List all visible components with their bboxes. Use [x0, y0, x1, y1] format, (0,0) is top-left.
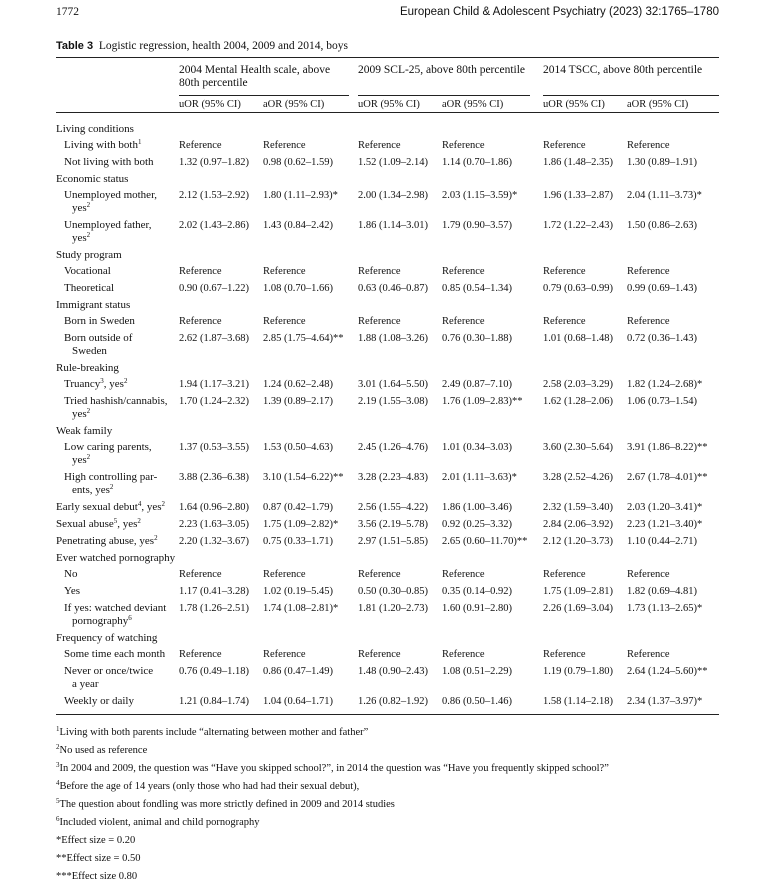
table-cell: 1.26 (0.82–1.92) — [358, 696, 428, 707]
table-cell: 1.81 (1.20–2.73) — [358, 603, 428, 614]
section-label: Ever watched pornography — [56, 552, 176, 564]
table-cell: 3.10 (1.54–6.22)** — [263, 472, 344, 483]
table-cell: 0.50 (0.30–0.85) — [358, 586, 428, 597]
row-label — [64, 332, 132, 345]
table-cell: 2.04 (1.11–3.73)* — [627, 190, 702, 201]
row-label-suffix: , yes — [103, 378, 124, 390]
row-label — [64, 282, 114, 295]
row-label — [64, 139, 141, 152]
table-cell: Reference — [442, 140, 485, 151]
table-cell: Reference — [627, 266, 670, 277]
table-cell: 2.49 (0.87–7.10) — [442, 379, 512, 390]
table-cell: 1.30 (0.89–1.91) — [627, 157, 697, 168]
column-group-subtitle: 80th percentile — [179, 77, 248, 89]
column-subheader: aOR (95% CI) — [442, 99, 504, 110]
footnote-text: In 2004 and 2009, the question was “Have you skipped school?”, in 2014 the question was “Have you frequently skipped school?” — [59, 763, 609, 774]
table-cell: 1.48 (0.90–2.43) — [358, 666, 428, 677]
footnote — [56, 726, 368, 739]
row-label — [64, 665, 153, 678]
row-label-text: If yes: watched deviant — [64, 602, 167, 614]
row-label-text: Living with both — [64, 139, 138, 151]
row-label — [64, 695, 134, 708]
table-cell: Reference — [263, 649, 306, 660]
table-cell: 1.82 (1.24–2.68)* — [627, 379, 703, 390]
journal-citation: European Child & Adolescent Psychiatry (2023) 32:1765–1780 — [399, 6, 719, 18]
footnote-marker: 2 — [161, 500, 166, 508]
row-label — [56, 501, 165, 514]
table-cell: 2.12 (1.20–3.73) — [543, 536, 613, 547]
table-cell: 1.94 (1.17–3.21) — [179, 379, 249, 390]
table-cell: 1.24 (0.62–2.48) — [263, 379, 333, 390]
table-cell: Reference — [442, 649, 485, 660]
row-label — [64, 441, 152, 454]
row-label-continuation — [72, 408, 90, 421]
column-group-header — [358, 64, 525, 77]
table-cell: 1.01 (0.34–3.03) — [442, 442, 512, 453]
row-label — [64, 568, 77, 581]
table-cell: Reference — [358, 569, 401, 580]
table-cell: 1.72 (1.22–2.43) — [543, 220, 613, 231]
table-cell: Reference — [358, 316, 401, 327]
row-label-suffix: , yes — [141, 501, 162, 513]
row-label-text: Unemployed father, — [64, 219, 152, 231]
row-label-text: Low caring parents, — [64, 441, 152, 453]
footnote-marker: 2 — [86, 453, 91, 461]
table-cell: Reference — [442, 266, 485, 277]
table-cell: 0.76 (0.49–1.18) — [179, 666, 249, 677]
table-cell: 2.64 (1.24–5.60)** — [627, 666, 708, 677]
table-cell: 2.26 (1.69–3.04) — [543, 603, 613, 614]
row-label-text: a year — [72, 678, 99, 690]
row-label-text: pornography — [72, 615, 129, 627]
table-cell: 2.97 (1.51–5.85) — [358, 536, 428, 547]
row-label-text: Tried hashish/cannabis, — [64, 395, 168, 407]
row-label — [64, 585, 80, 598]
table-cell: 2.58 (2.03–3.29) — [543, 379, 613, 390]
row-label-text: Sweden — [72, 345, 107, 357]
table-cell: 1.52 (1.09–2.14) — [358, 157, 428, 168]
table-cell: 2.03 (1.20–3.41)* — [627, 502, 703, 513]
table-cell: Reference — [179, 569, 222, 580]
table-top-rule — [56, 57, 719, 58]
table-cell: 0.86 (0.47–1.49) — [263, 666, 333, 677]
table-cell: Reference — [179, 266, 222, 277]
table-cell: Reference — [627, 140, 670, 151]
row-label — [64, 219, 152, 232]
table-cell: Reference — [179, 140, 222, 151]
row-label-text: Born outside of — [64, 332, 133, 344]
table-cell: 2.00 (1.34–2.98) — [358, 190, 428, 201]
table-cell: 2.23 (1.63–3.05) — [179, 519, 249, 530]
footnote — [56, 762, 609, 775]
table-cell: 2.84 (2.06–3.92) — [543, 519, 613, 530]
footnote-marker: 4 — [137, 500, 142, 508]
table-cell: 1.04 (0.64–1.71) — [263, 696, 333, 707]
table-cell: Reference — [543, 140, 586, 151]
row-label-text: yes — [72, 232, 87, 244]
row-label-text: No — [64, 568, 78, 580]
table-cell: 1.08 (0.51–2.29) — [442, 666, 512, 677]
table-cell: 1.08 (0.70–1.66) — [263, 283, 333, 294]
footnote-marker: 2 — [86, 231, 91, 239]
column-group-header — [179, 64, 330, 90]
table-cell: 1.02 (0.19–5.45) — [263, 586, 333, 597]
footnote — [56, 834, 135, 847]
column-subheader: uOR (95% CI) — [358, 99, 420, 110]
row-label — [64, 395, 167, 408]
column-group-title: 2004 Mental Health scale, above — [179, 64, 331, 76]
row-label — [64, 265, 111, 278]
table-cell: 1.76 (1.09–2.83)** — [442, 396, 523, 407]
row-label-text: Never or once/twice — [64, 665, 154, 677]
row-label-text: Truancy — [64, 378, 101, 390]
row-label-text: Vocational — [64, 265, 111, 277]
table-cell: 0.35 (0.14–0.92) — [442, 586, 512, 597]
table-title: Logistic regression, health 2004, 2009 and 2014, boys — [98, 40, 348, 52]
footnote-text: Included violent, animal and child pornography — [59, 817, 260, 828]
table-cell: 1.39 (0.89–2.17) — [263, 396, 333, 407]
table-cell: 1.21 (0.84–1.74) — [179, 696, 249, 707]
table-cell: 2.20 (1.32–3.67) — [179, 536, 249, 547]
column-subheader: uOR (95% CI) — [179, 99, 241, 110]
row-label-text: Some time each month — [64, 648, 166, 660]
table-cell: 1.79 (0.90–3.57) — [442, 220, 512, 231]
table-cell: 2.85 (1.75–4.64)** — [263, 333, 344, 344]
group-rule-2009 — [358, 95, 530, 96]
table-cell: 1.19 (0.79–1.80) — [543, 666, 613, 677]
table-cell: 1.60 (0.91–2.80) — [442, 603, 512, 614]
table-cell: 1.53 (0.50–4.63) — [263, 442, 333, 453]
table-cell: 1.64 (0.96–2.80) — [179, 502, 249, 513]
footnote-marker: 2 — [56, 743, 60, 751]
section-label: Economic status — [56, 173, 129, 185]
page-header — [0, 0, 763, 22]
row-label-continuation — [72, 484, 113, 497]
table-cell: 2.62 (1.87–3.68) — [179, 333, 249, 344]
table-cell: 0.75 (0.33–1.71) — [263, 536, 333, 547]
table-cell: Reference — [358, 649, 401, 660]
table-cell: Reference — [263, 316, 306, 327]
table-cell: 0.86 (0.50–1.46) — [442, 696, 512, 707]
row-label-text: Unemployed mother, — [64, 189, 158, 201]
table-bottom-rule — [56, 714, 719, 715]
table-cell: 2.19 (1.55–3.08) — [358, 396, 428, 407]
footnote-marker: 2 — [86, 201, 91, 209]
row-label-text: ents, yes — [72, 484, 110, 496]
row-label-continuation — [72, 345, 107, 358]
row-label-suffix: , yes — [117, 518, 138, 530]
row-label-text: Yes — [64, 585, 81, 597]
table-label: Table 3 — [56, 40, 94, 52]
table-cell: 1.82 (0.69–4.81) — [627, 586, 697, 597]
table-cell: 1.96 (1.33–2.87) — [543, 190, 613, 201]
table-cell: Reference — [543, 316, 586, 327]
table-cell: 1.78 (1.26–2.51) — [179, 603, 249, 614]
table-cell: 1.01 (0.68–1.48) — [543, 333, 613, 344]
column-group-title: 2009 SCL-25, above 80th percentile — [358, 64, 526, 76]
table-cell: 3.28 (2.23–4.83) — [358, 472, 428, 483]
table-cell: 2.67 (1.78–4.01)** — [627, 472, 708, 483]
table-cell: Reference — [263, 266, 306, 277]
table-cell: 2.02 (1.43–2.86) — [179, 220, 249, 231]
table-cell: 0.79 (0.63–0.99) — [543, 283, 613, 294]
group-rule-2014 — [543, 95, 719, 96]
table-cell: 0.76 (0.30–1.88) — [442, 333, 512, 344]
table-cell: Reference — [627, 649, 670, 660]
footnote — [56, 780, 359, 793]
column-group-header — [543, 64, 702, 77]
footnote-marker: 1 — [137, 138, 142, 146]
row-label-text: yes — [72, 202, 87, 214]
table-cell: Reference — [263, 569, 306, 580]
table-cell: 2.65 (0.60–11.70)** — [442, 536, 528, 547]
table-cell: 1.50 (0.86–2.63) — [627, 220, 697, 231]
table-cell: Reference — [543, 266, 586, 277]
section-label: Rule-breaking — [56, 362, 119, 374]
row-label-continuation — [72, 454, 90, 467]
table-cell: 0.63 (0.46–0.87) — [358, 283, 428, 294]
footnote-marker: 2 — [86, 407, 91, 415]
table-cell: 1.32 (0.97–1.82) — [179, 157, 249, 168]
row-label-text: yes — [72, 454, 87, 466]
row-label-continuation — [72, 615, 132, 628]
table-cell: 2.03 (1.15–3.59)* — [442, 190, 518, 201]
footnote-marker: 5 — [56, 797, 60, 805]
footnote — [56, 852, 140, 865]
table-cell: Reference — [442, 569, 485, 580]
table-cell: 1.73 (1.13–2.65)* — [627, 603, 703, 614]
table-cell: 3.88 (2.36–6.38) — [179, 472, 249, 483]
footnote — [56, 870, 137, 883]
footnote-marker: 2 — [109, 483, 114, 491]
table-cell: Reference — [358, 140, 401, 151]
section-label: Study program — [56, 249, 122, 261]
table-cell: 0.87 (0.42–1.79) — [263, 502, 333, 513]
row-label — [64, 156, 154, 169]
footnote-text: Before the age of 14 years (only those who had had their sexual debut), — [59, 781, 360, 792]
row-label — [64, 189, 157, 202]
table-cell: 1.62 (1.28–2.06) — [543, 396, 613, 407]
table-caption — [56, 40, 348, 52]
table-cell: 0.90 (0.67–1.22) — [179, 283, 249, 294]
footnote-text: Living with both parents include “alternating between mother and father” — [59, 727, 369, 738]
table-cell: 0.85 (0.54–1.34) — [442, 283, 512, 294]
row-label-continuation — [72, 678, 99, 691]
column-subheader: aOR (95% CI) — [627, 99, 689, 110]
footnote — [56, 816, 260, 829]
section-label: Living conditions — [56, 123, 134, 135]
row-label — [56, 518, 141, 531]
section-label: Frequency of watching — [56, 632, 158, 644]
footnote-text: The question about fondling was more strictly defined in 2009 and 2014 studies — [59, 799, 395, 810]
row-label — [64, 378, 127, 391]
table-cell: 3.01 (1.64–5.50) — [358, 379, 428, 390]
table-cell: 1.75 (1.09–2.82)* — [263, 519, 339, 530]
footnote-marker: 6 — [56, 815, 60, 823]
footnote — [56, 744, 147, 757]
table-cell: 2.56 (1.55–4.22) — [358, 502, 428, 513]
table-cell: 1.88 (1.08–3.26) — [358, 333, 428, 344]
table-cell: Reference — [263, 140, 306, 151]
row-label-text: Weekly or daily — [64, 695, 134, 707]
footnote — [56, 798, 395, 811]
table-cell: Reference — [179, 649, 222, 660]
page-number: 1772 — [56, 6, 79, 18]
footnote-marker: 2 — [137, 517, 141, 525]
column-subheader: uOR (95% CI) — [543, 99, 605, 110]
table-cell: 1.86 (1.00–3.46) — [442, 502, 512, 513]
footnote-marker: 3 — [56, 761, 60, 769]
table-cell: 1.74 (1.08–2.81)* — [263, 603, 339, 614]
table-cell: 0.92 (0.25–3.32) — [442, 519, 512, 530]
table-cell: 1.17 (0.41–3.28) — [179, 586, 249, 597]
table-cell: 3.28 (2.52–4.26) — [543, 472, 613, 483]
table-cell: 1.43 (0.84–2.42) — [263, 220, 333, 231]
footnote-marker: 1 — [56, 725, 60, 733]
table-cell: 3.56 (2.19–5.78) — [358, 519, 428, 530]
table-cell: 1.14 (0.70–1.86) — [442, 157, 512, 168]
section-label: Immigrant status — [56, 299, 131, 311]
table-cell: 2.01 (1.11–3.63)* — [442, 472, 517, 483]
footnote-text: **Effect size = 0.50 — [56, 853, 141, 864]
footnote-marker: 2 — [154, 534, 158, 542]
table-cell: 1.06 (0.73–1.54) — [627, 396, 697, 407]
footnote-text: No used as reference — [59, 745, 148, 756]
row-label-continuation — [72, 232, 90, 245]
row-label-text: Early sexual debut — [56, 501, 138, 513]
row-label — [64, 315, 135, 328]
column-group-title: 2014 TSCC, above 80th percentile — [543, 64, 703, 76]
table-cell: 1.80 (1.11–2.93)* — [263, 190, 338, 201]
header-bottom-rule — [56, 112, 719, 113]
row-label — [56, 535, 158, 548]
table-cell: 2.45 (1.26–4.76) — [358, 442, 428, 453]
table-cell: Reference — [543, 569, 586, 580]
row-label-text: Born in Sweden — [64, 315, 135, 327]
table-cell: Reference — [442, 316, 485, 327]
table-cell: 0.72 (0.36–1.43) — [627, 333, 697, 344]
table-cell: 1.37 (0.53–3.55) — [179, 442, 249, 453]
table-cell: Reference — [543, 649, 586, 660]
row-label-text: High controlling par- — [64, 471, 158, 483]
footnote-marker: 2 — [123, 377, 128, 385]
table-cell: Reference — [358, 266, 401, 277]
table-cell: 0.99 (0.69–1.43) — [627, 283, 697, 294]
table-cell: 1.70 (1.24–2.32) — [179, 396, 249, 407]
table-cell: 2.12 (1.53–2.92) — [179, 190, 249, 201]
table-cell: 1.10 (0.44–2.71) — [627, 536, 697, 547]
row-label-text: Not living with both — [64, 156, 154, 168]
row-label-continuation — [72, 202, 90, 215]
footnote-text: ***Effect size 0.80 — [56, 871, 138, 882]
row-label-text: Theoretical — [64, 282, 115, 294]
table-cell: 2.34 (1.37–3.97)* — [627, 696, 703, 707]
table-cell: 2.23 (1.21–3.40)* — [627, 519, 703, 530]
table-cell: Reference — [179, 316, 222, 327]
table-cell: 3.91 (1.86–8.22)** — [627, 442, 708, 453]
table-cell: Reference — [627, 569, 670, 580]
table-cell: 0.98 (0.62–1.59) — [263, 157, 333, 168]
column-subheader: aOR (95% CI) — [263, 99, 325, 110]
row-label-text: Penetrating abuse, yes — [56, 535, 155, 547]
table-cell: 1.75 (1.09–2.81) — [543, 586, 613, 597]
table-cell: 1.86 (1.48–2.35) — [543, 157, 613, 168]
group-rule-2004 — [179, 95, 349, 96]
footnote-marker: 3 — [100, 377, 104, 385]
footnote-marker: 4 — [56, 779, 60, 787]
table-cell: 3.60 (2.30–5.64) — [543, 442, 613, 453]
table-cell: 1.86 (1.14–3.01) — [358, 220, 428, 231]
table-cell: 1.58 (1.14–2.18) — [543, 696, 613, 707]
footnote-marker: 6 — [128, 614, 132, 622]
row-label — [64, 602, 166, 615]
table-cell: Reference — [627, 316, 670, 327]
table-cell: 2.32 (1.59–3.40) — [543, 502, 613, 513]
footnote-marker: 5 — [113, 517, 118, 525]
row-label-text: Sexual abuse — [56, 518, 114, 530]
footnote-text: *Effect size = 0.20 — [56, 835, 136, 846]
row-label — [64, 648, 165, 661]
section-label: Weak family — [56, 425, 113, 437]
row-label-text: yes — [72, 408, 87, 420]
